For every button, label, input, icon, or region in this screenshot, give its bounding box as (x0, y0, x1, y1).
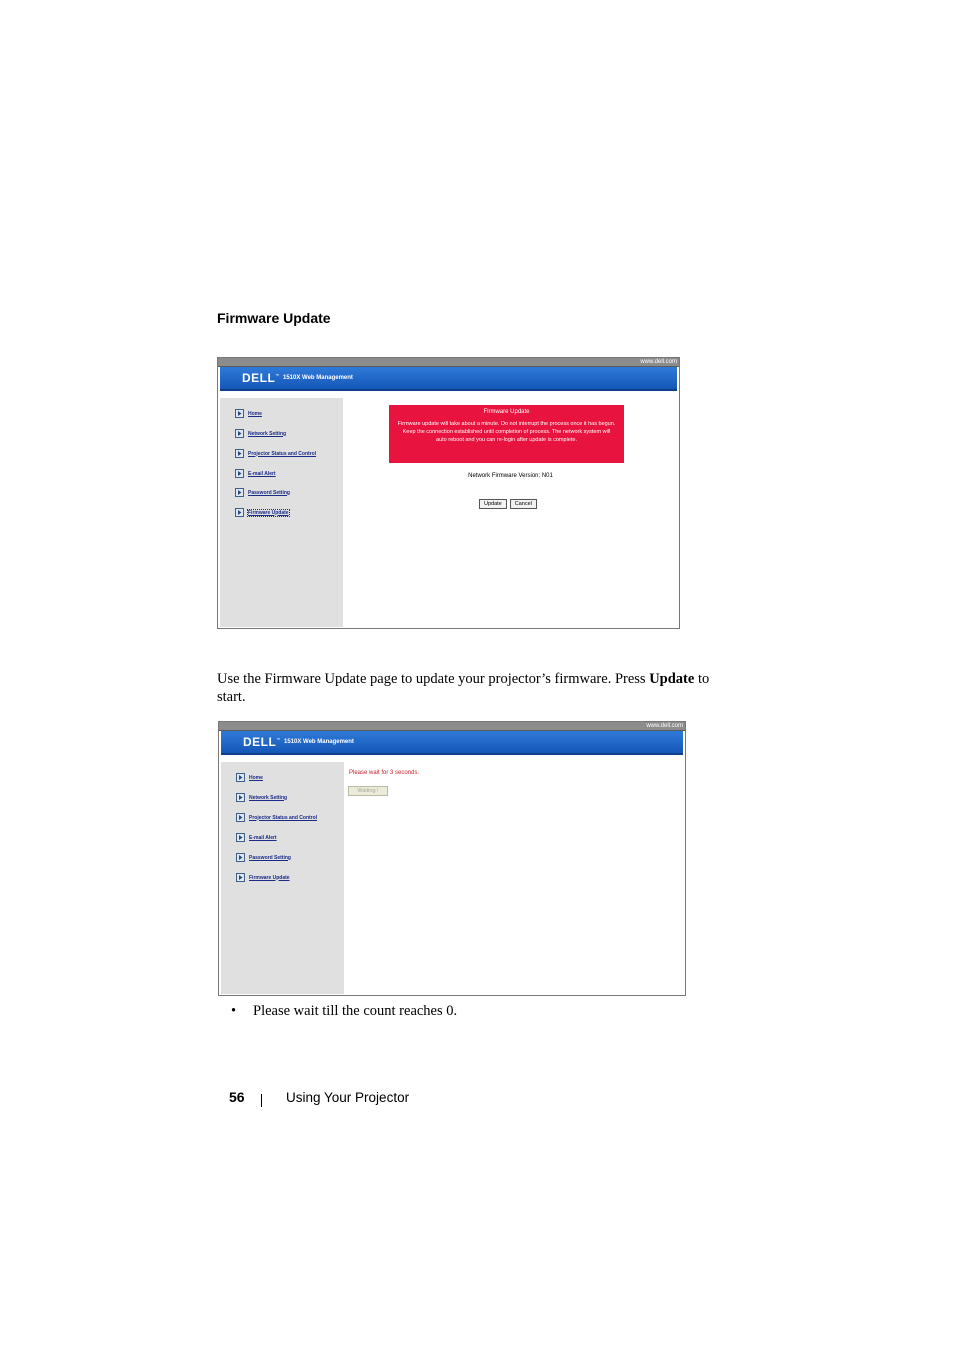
sidebar-item-label[interactable]: Home (248, 410, 262, 417)
top-strip (218, 358, 679, 367)
cancel-button[interactable]: Cancel (510, 499, 537, 509)
sidebar-item-label[interactable]: Firmware Update (249, 874, 290, 881)
sidebar-item-home[interactable] (235, 408, 262, 419)
sidebar-item-projector-status[interactable] (235, 448, 316, 459)
page-number: 56 (229, 1089, 245, 1105)
sidebar-item-network-setting[interactable] (236, 792, 287, 803)
arrow-right-icon (236, 873, 245, 882)
app-title: 1510X Web Management (283, 375, 353, 381)
app-title: 1510X Web Management (284, 739, 354, 745)
header-banner (220, 367, 677, 391)
arrow-right-icon (236, 853, 245, 862)
arrow-right-icon (235, 508, 244, 517)
header-banner (221, 731, 683, 755)
sidebar-item-label[interactable]: Password Setting (249, 854, 291, 861)
section-heading: Firmware Update (217, 310, 331, 326)
sidebar-item-label[interactable]: Firmware Update (248, 509, 289, 516)
top-strip (219, 722, 685, 731)
url-label[interactable]: www.dell.com (646, 723, 683, 729)
sidebar-item-label[interactable]: Network Setting (249, 794, 288, 801)
arrow-right-icon (236, 773, 245, 782)
sidebar-item-email-alert[interactable] (236, 832, 277, 843)
sidebar-item-label[interactable]: E-mail Alert (248, 470, 276, 477)
sidebar-item-label[interactable]: Password Setting (248, 489, 290, 496)
sidebar-item-label[interactable]: Home (249, 774, 263, 781)
sidebar (221, 762, 344, 994)
arrow-right-icon (236, 813, 245, 822)
bullet-dot: • (231, 1003, 237, 1019)
warning-message: Firmware update will take about a minute. Do not interrupt the process once it has begun. Keep the connection established until completion of process. The network system will auto reboot and you can re-login after update is complete. (397, 421, 616, 443)
sidebar-item-projector-status[interactable] (236, 812, 317, 823)
url-label[interactable]: www.dell.com (640, 359, 677, 365)
sidebar-item-label[interactable]: E-mail Alert (249, 834, 277, 841)
bullet-text: Please wait till the count reaches 0. (253, 1003, 458, 1019)
arrow-right-icon (235, 409, 244, 418)
dell-logo: DELL™ (243, 735, 281, 749)
arrow-right-icon (235, 488, 244, 497)
update-button[interactable]: Update (479, 499, 507, 509)
button-row (479, 499, 537, 509)
screenshot-waiting (218, 721, 686, 996)
waiting-button[interactable]: Waiting ! (348, 786, 388, 796)
intro-text: Use the Firmware Update page to update your projector’s firmware. Press (217, 671, 650, 687)
intro-bold: Update (649, 671, 695, 687)
sidebar-item-label[interactable]: Network Setting (248, 430, 287, 437)
sidebar-item-password-setting[interactable] (236, 852, 291, 863)
wait-message: Please wait for 3 seconds. (349, 770, 420, 776)
dell-logo: DELL™ (242, 371, 280, 385)
main-panel (344, 762, 684, 994)
sidebar-item-label[interactable]: Projector Status and Control (249, 814, 318, 821)
main-panel (343, 398, 678, 627)
screenshot-firmware-update (217, 357, 680, 629)
arrow-right-icon (235, 449, 244, 458)
sidebar-item-email-alert[interactable] (235, 468, 276, 479)
sidebar-item-network-setting[interactable] (235, 428, 286, 439)
arrow-right-icon (236, 793, 245, 802)
warning-title: Firmware Update (483, 409, 530, 415)
firmware-warning-box (389, 405, 624, 463)
arrow-right-icon (235, 469, 244, 478)
firmware-version: Network Firmware Version: N01 (468, 473, 553, 479)
bullet-item (231, 1003, 457, 1020)
sidebar-item-firmware-update[interactable] (235, 507, 289, 518)
footer-divider (261, 1094, 262, 1107)
intro-text-end: to start. (217, 671, 710, 705)
sidebar-item-home[interactable] (236, 772, 263, 783)
arrow-right-icon (236, 833, 245, 842)
sidebar-item-password-setting[interactable] (235, 487, 290, 498)
intro-paragraph (217, 670, 717, 706)
arrow-right-icon (235, 429, 244, 438)
sidebar (220, 398, 343, 627)
sidebar-item-firmware-update[interactable] (236, 872, 290, 883)
sidebar-item-label[interactable]: Projector Status and Control (248, 450, 317, 457)
footer-title: Using Your Projector (286, 1090, 410, 1105)
